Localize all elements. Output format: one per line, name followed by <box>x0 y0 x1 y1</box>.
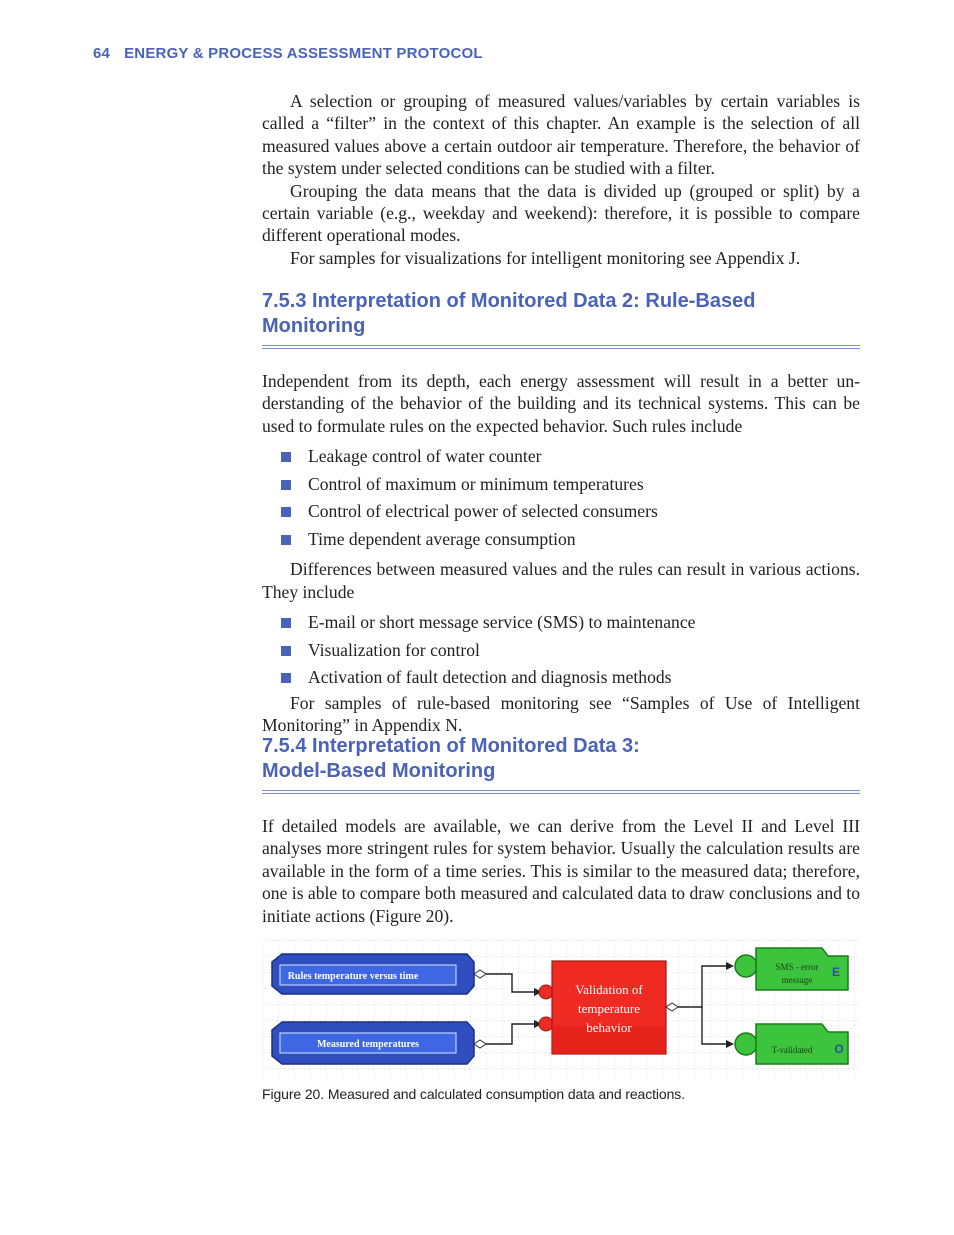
input-block-measured <box>272 1022 486 1064</box>
process-label-line-1: Validation of <box>575 982 643 997</box>
input-2-label: Measured temperatures <box>316 1039 420 1050</box>
section-753-heading: 7.5.3 Interpretation of Monitored Data 2: Rule-Based Monitoring <box>262 289 860 349</box>
section-754-paragraph-1: If detailed models are available, we can derive from the Level II and Level III analyses more stringent rules for system behavior. Usually the calculation results are available in the form of a time series. This is similar to the measured data; therefore, one is able to compare both measured and calculated data to draw conclusions and to initiate actions (Figure 20). <box>262 816 860 926</box>
output-2-label: T-validated <box>771 1045 813 1055</box>
bullet-square-icon <box>281 646 291 656</box>
intro-block <box>262 90 860 269</box>
output-1-label-line-2: message <box>781 975 813 985</box>
section-754 <box>262 734 860 927</box>
intro-paragraph-3: For samples for visualizations for intelligent monitoring see Appendix J. <box>290 247 801 268</box>
process-block <box>539 961 678 1054</box>
rules-list <box>262 443 860 553</box>
running-title: ENERGY & PROCESS ASSESSMENT PROTOCOL <box>124 45 483 62</box>
bullet-square-icon <box>281 618 291 628</box>
section-753 <box>262 289 860 736</box>
section-753-paragraph-3: For samples of rule-based monitoring see “Samples of Use of Intelligent Monitoring” in Appendix N. <box>262 692 860 735</box>
bullet-square-icon <box>281 673 291 683</box>
input-block-rules <box>272 954 486 994</box>
intro-paragraph-2: Grouping the data means that the data is divided up (grouped or split) by a certain variable (e.g., weekday and weekend): therefore, it is possible to compare different operational modes. <box>262 180 860 246</box>
list-item: Control of electrical power of selected consumers <box>262 498 860 526</box>
bullet-square-icon <box>281 480 291 490</box>
input-1-label: Rules temperature versus time <box>287 971 419 982</box>
bullet-square-icon <box>281 507 291 517</box>
output-1-port-label: E <box>831 965 841 979</box>
process-label-line-2: temperature <box>577 1001 641 1016</box>
list-item: Control of maximum or minimum temperatures <box>262 471 860 499</box>
list-item: E-mail or short message service (SMS) to maintenance <box>262 609 860 637</box>
output-1-label-line-1: SMS - error <box>775 962 819 972</box>
list-item: Time dependent average consumption <box>262 526 860 554</box>
figure-20-caption: Figure 20. Measured and calculated consumption data and reactions. <box>262 1086 685 1102</box>
bullet-square-icon <box>281 535 291 545</box>
section-754-heading <box>262 734 860 794</box>
intro-paragraph-1: A selection or grouping of measured values/variables by certain variables is called a “filter” in the context of this chapter. An example is the selection of all measured values above a certain outdoor air temperature. Therefore, the behavior of the system under selected conditions can be studied with a filter. <box>262 91 860 179</box>
process-label-line-3: behavior <box>586 1020 632 1035</box>
actions-list <box>262 609 860 692</box>
output-2-port-label: O <box>834 1042 844 1056</box>
page-number: 64 <box>93 45 111 62</box>
section-754-heading-line-1: 7.5.4 Interpretation of Monitored Data 3: <box>262 735 640 757</box>
list-item: Leakage control of water counter <box>262 443 860 471</box>
figure-20-diagram <box>262 940 860 1078</box>
running-head <box>93 45 483 62</box>
list-item: Visualization for control <box>262 637 860 665</box>
section-753-paragraph-2: Differences between measured values and the rules can result in various actions. They include <box>262 559 860 602</box>
list-item: Activation of fault detection and diagnosis methods <box>262 664 860 692</box>
section-754-heading-line-2: Model-Based Monitoring <box>262 760 496 782</box>
section-753-paragraph-1: Independent from its depth, each energy assessment will result in a better understanding of the behavior of the building and its technical systems. This can be used to formulate rules on the expected behavior. Such rules include <box>262 371 860 436</box>
bullet-square-icon <box>281 452 291 462</box>
